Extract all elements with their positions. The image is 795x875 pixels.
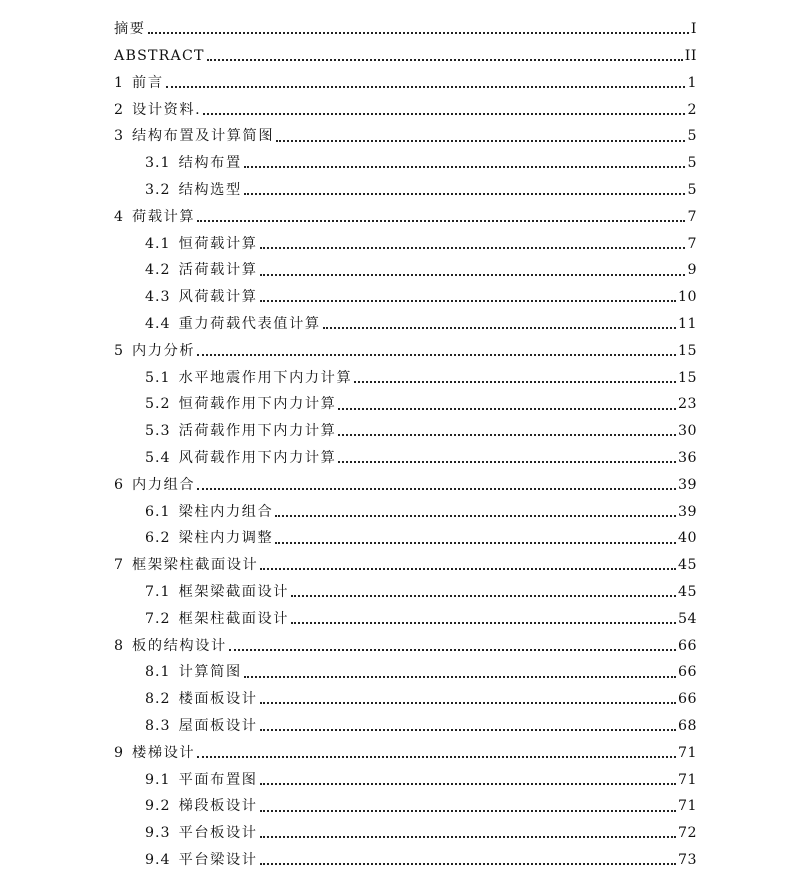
toc-item-title: 风荷载计算 [178, 289, 258, 306]
toc-item-number: 8.1 [145, 664, 171, 681]
toc-leader [260, 719, 676, 733]
toc-item-page: 54 [677, 610, 697, 627]
toc-item-number: 8.3 [145, 718, 171, 735]
toc-item-number: 5.4 [145, 450, 171, 467]
toc-item-page: 11 [677, 316, 697, 333]
toc-item-number: 4.3 [145, 289, 171, 306]
toc-item-title: 水平地震作用下内力计算 [178, 369, 353, 386]
toc-item-page: 7 [687, 208, 697, 225]
toc-item-7-2[interactable] [0, 606, 795, 633]
toc-item-7-1[interactable] [0, 579, 795, 606]
toc-leader [244, 183, 686, 197]
toc-leader [260, 237, 686, 251]
toc-item-title: 活荷载作用下内力计算 [178, 423, 337, 440]
toc-item-page: 45 [677, 557, 697, 574]
toc-item-number: 3.2 [145, 182, 171, 199]
toc-item-5-1[interactable] [0, 364, 795, 391]
toc-item-page: 5 [687, 128, 697, 145]
toc-item-5-4[interactable] [0, 445, 795, 472]
toc-leader [203, 103, 685, 117]
toc-item-page: 73 [677, 852, 697, 868]
toc-leader [323, 317, 676, 331]
toc-item-title: 平面布置图 [178, 771, 258, 788]
toc-item-number: 8 [114, 637, 125, 654]
toc-leader [244, 156, 686, 170]
toc-item-5-2[interactable] [0, 391, 795, 418]
toc-leader [260, 800, 676, 814]
toc-item-number: 2 [114, 101, 125, 118]
toc-item-title: 摘要 [114, 21, 146, 38]
toc-item-4-4[interactable] [0, 311, 795, 338]
toc-item-title: 内力分析 [132, 342, 196, 359]
toc-item-number: 7.1 [145, 584, 171, 601]
toc-item-9-2[interactable] [0, 793, 795, 820]
toc-item-5[interactable] [0, 338, 795, 365]
toc-item-number: 3 [114, 128, 125, 145]
toc-item-number: 6.2 [145, 530, 171, 547]
toc-item-number: 5.2 [145, 396, 171, 413]
toc-leader [148, 22, 689, 36]
toc-item-title: 屋面板设计 [178, 718, 258, 735]
toc-item-page: 15 [677, 342, 697, 359]
toc-item-page: 39 [677, 503, 697, 520]
toc-item-page: 5 [687, 155, 697, 172]
toc-item-number: 4.1 [145, 235, 171, 252]
toc-item-page: 66 [677, 664, 697, 681]
toc-item-page: 2 [687, 101, 697, 118]
toc-item-title: 框架梁柱截面设计 [132, 557, 259, 574]
toc-leader [260, 773, 676, 787]
toc-leader [166, 76, 686, 90]
toc-item-page: I [690, 21, 697, 38]
toc-item-page: 40 [677, 530, 697, 547]
toc-item-page: 72 [677, 825, 697, 842]
toc-item-number: 6.1 [145, 503, 171, 520]
toc-leader [207, 49, 683, 63]
toc-item-title: 平台梁设计 [178, 852, 258, 868]
toc-leader [229, 639, 676, 653]
toc-item-4-1[interactable] [0, 230, 795, 257]
toc-item-6-1[interactable] [0, 498, 795, 525]
toc-item-number: 9.4 [145, 852, 171, 868]
toc-item-page: II [684, 48, 697, 65]
toc-item-9-1[interactable] [0, 766, 795, 793]
toc-item-title: 平台板设计 [178, 825, 258, 842]
toc-leader [260, 558, 676, 572]
toc-item-9[interactable] [0, 740, 795, 767]
toc-item-title: 设计资料. [132, 101, 202, 118]
toc-item-1[interactable] [0, 70, 795, 97]
toc-item-title: 框架柱截面设计 [178, 610, 290, 627]
toc-item-page: 66 [677, 637, 697, 654]
toc-item-number: 4.4 [145, 316, 171, 333]
toc-item-title: 荷载计算 [132, 208, 196, 225]
toc-item-number: 9.2 [145, 798, 171, 815]
toc-item-page: 10 [677, 289, 697, 306]
toc-leader [260, 264, 686, 278]
toc-item-page: 71 [677, 798, 697, 815]
toc-item-number: 9.1 [145, 771, 171, 788]
toc-leader [197, 478, 676, 492]
toc-item-page: 9 [687, 262, 697, 279]
toc-leader [275, 532, 676, 546]
toc-item-title: 梯段板设计 [178, 798, 258, 815]
toc-item-8-3[interactable] [0, 713, 795, 740]
toc-leader [260, 853, 676, 867]
toc-item-8[interactable] [0, 632, 795, 659]
toc-item-5-3[interactable] [0, 418, 795, 445]
toc-item-number: 7.2 [145, 610, 171, 627]
toc-item-title: 计算简图 [178, 664, 242, 681]
toc-item-page: 68 [677, 718, 697, 735]
toc-item-6[interactable] [0, 472, 795, 499]
toc-item-page: 39 [677, 476, 697, 493]
toc-item-number: 3.1 [145, 155, 171, 172]
toc-item-number: 9 [114, 744, 125, 761]
toc-item-4-3[interactable] [0, 284, 795, 311]
toc-item-number: 4 [114, 208, 125, 225]
toc-item-page: 30 [677, 423, 697, 440]
toc-item-3-1[interactable] [0, 150, 795, 177]
toc-item-4-2[interactable] [0, 257, 795, 284]
toc-item-title: 活荷载计算 [178, 262, 258, 279]
toc-item-page: 5 [687, 182, 697, 199]
toc-item-number: 7 [114, 557, 125, 574]
toc-item-title: 恒荷载作用下内力计算 [178, 396, 337, 413]
toc-item-8-1[interactable] [0, 659, 795, 686]
toc-item-title: 重力荷载代表值计算 [178, 316, 321, 333]
toc-item-page: 23 [677, 396, 697, 413]
toc-item-page: 1 [687, 74, 697, 91]
toc-item-title: 框架梁截面设计 [178, 584, 290, 601]
toc-item-3[interactable] [0, 123, 795, 150]
toc-leader [260, 826, 676, 840]
toc-item-title: 恒荷载计算 [178, 235, 258, 252]
toc-item-page: 45 [677, 584, 697, 601]
toc-leader [197, 344, 676, 358]
toc-leader [276, 130, 685, 144]
toc-leader [338, 451, 675, 465]
toc-item-page: 71 [677, 744, 697, 761]
toc-item-8-2[interactable] [0, 686, 795, 713]
toc-leader [244, 666, 676, 680]
toc-item-number: 6 [114, 476, 125, 493]
toc-leader [197, 210, 685, 224]
table-of-contents [0, 16, 795, 874]
toc-item-title: 内力组合 [132, 476, 196, 493]
toc-item-6-2[interactable] [0, 525, 795, 552]
toc-item-title: 梁柱内力调整 [178, 530, 274, 547]
toc-item-2[interactable] [0, 96, 795, 123]
toc-leader [354, 371, 676, 385]
toc-leader [260, 692, 676, 706]
toc-item-page: 71 [677, 771, 697, 788]
toc-item-title: 前言 [132, 74, 164, 91]
toc-item-title: 结构布置及计算简图 [132, 128, 275, 145]
toc-item-title: 楼面板设计 [178, 691, 258, 708]
toc-item-number: 8.2 [145, 691, 171, 708]
toc-item-title: 结构布置 [178, 155, 242, 172]
toc-item-number: 5.1 [145, 369, 171, 386]
toc-leader [260, 290, 676, 304]
toc-item-page: 66 [677, 691, 697, 708]
toc-leader [197, 746, 676, 760]
toc-item-number: 5 [114, 342, 125, 359]
toc-item-number: 1 [114, 74, 125, 91]
toc-leader [338, 398, 675, 412]
toc-item-abstract-cn[interactable] [0, 16, 795, 43]
toc-item-9-3[interactable] [0, 820, 795, 847]
toc-leader [275, 505, 676, 519]
toc-item-title: ABSTRACT [114, 48, 205, 65]
toc-leader [291, 612, 676, 626]
toc-item-title: 梁柱内力组合 [178, 503, 274, 520]
toc-item-title: 楼梯设计 [132, 744, 196, 761]
toc-item-page: 15 [677, 369, 697, 386]
toc-item-title: 板的结构设计 [132, 637, 227, 654]
toc-item-number: 9.3 [145, 825, 171, 842]
toc-leader [291, 585, 676, 599]
toc-item-3-2[interactable] [0, 177, 795, 204]
toc-item-abstract-en[interactable] [0, 43, 795, 70]
toc-item-number: 5.3 [145, 423, 171, 440]
toc-item-title: 风荷载作用下内力计算 [178, 450, 337, 467]
toc-item-title: 结构选型 [178, 182, 242, 199]
toc-leader [338, 424, 675, 438]
toc-item-page: 7 [687, 235, 697, 252]
toc-item-page: 36 [677, 450, 697, 467]
toc-item-9-4[interactable] [0, 847, 795, 874]
toc-item-4[interactable] [0, 204, 795, 231]
toc-item-7[interactable] [0, 552, 795, 579]
toc-item-number: 4.2 [145, 262, 171, 279]
